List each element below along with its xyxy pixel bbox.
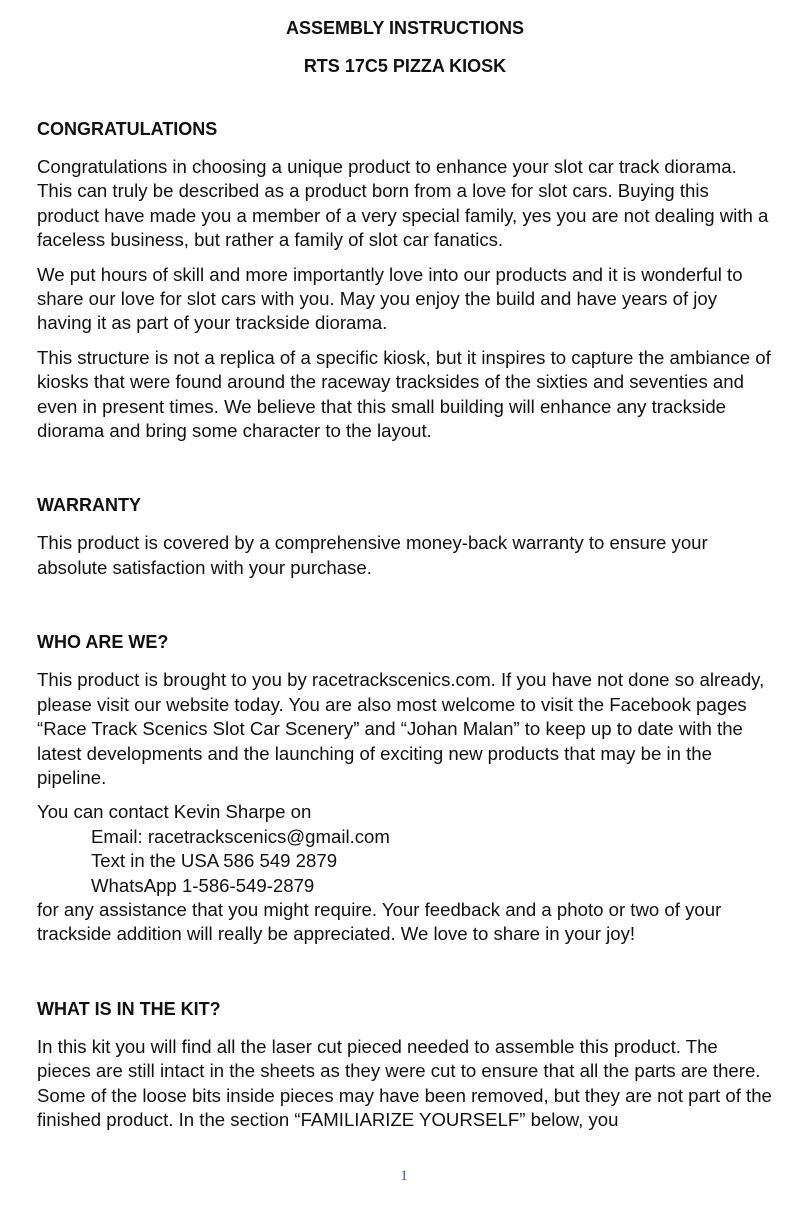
heading-whats-in-kit: WHAT IS IN THE KIT? bbox=[37, 998, 221, 1019]
page-number: 1 bbox=[400, 1168, 408, 1184]
paragraph-warranty: This product is covered by a comprehensive money-back warranty to ensure your absolute satisfaction with your purchase. bbox=[37, 532, 708, 578]
contact-email: Email: racetrackscenics@gmail.com bbox=[91, 825, 390, 847]
document-title: ASSEMBLY INSTRUCTIONS bbox=[285, 18, 525, 38]
paragraph-who-1: This product is brought to you by racetrackscenics.com. If you have not done so already, please visit our website today. You are also most welcome to visit the Facebook pages “Race Track Scenics Slot Car Scenery” and “Johan Malan” to keep up to date with the latest developments and the launching of exciting new products that may be in the pipeline. bbox=[37, 669, 765, 788]
contact-block bbox=[37, 800, 773, 946]
contact-whatsapp: WhatsApp 1-586-549-2879 bbox=[91, 874, 315, 896]
document-subtitle: RTS 17C5 PIZZA KIOSK bbox=[303, 56, 507, 76]
contact-outro: for any assistance that you might require. Your feedback and a photo or two of your trackside addition will really be appreciated. We love to share in your joy! bbox=[37, 898, 722, 945]
page-content bbox=[37, 16, 773, 1132]
heading-who-are-we: WHO ARE WE? bbox=[37, 632, 169, 653]
contact-intro: You can contact Kevin Sharpe on bbox=[37, 801, 312, 823]
paragraph-congrats-3: This structure is not a replica of a specific kiosk, but it inspires to capture the ambiance of kiosks that were found around the raceway tracksides of the sixties and seventies and even in present times. We believe that this small building will enhance any trackside diorama and bring some character to the layout. bbox=[37, 346, 771, 442]
paragraph-congrats-1: Congratulations in choosing a unique product to enhance your slot car track diorama. This can truly be described as a product born from a love for slot cars. Buying this product have made you a member of a very special family, yes you are not dealing with a faceless business, but rather a family of slot car fanatics. bbox=[37, 156, 769, 251]
heading-warranty: WARRANTY bbox=[37, 495, 141, 516]
heading-congratulations: CONGRATULATIONS bbox=[37, 119, 218, 139]
paragraph-congrats-2: We put hours of skill and more importantly love into our products and it is wonderful to share our love for slot cars with you. May you enjoy the build and have years of joy having it as part of your trackside diorama. bbox=[37, 263, 743, 334]
paragraph-kit-1: In this kit you will find all the laser cut pieced needed to assemble this product. The pieces are still intact in the sheets as they were cut to ensure that all the parts are there. Some of the loose bits inside pieces may have been removed, but they are not part of the finished product. In the section “FAMILIARIZE YOURSELF” below, you bbox=[37, 1035, 772, 1130]
contact-text: Text in the USA 586 549 2879 bbox=[91, 850, 338, 872]
